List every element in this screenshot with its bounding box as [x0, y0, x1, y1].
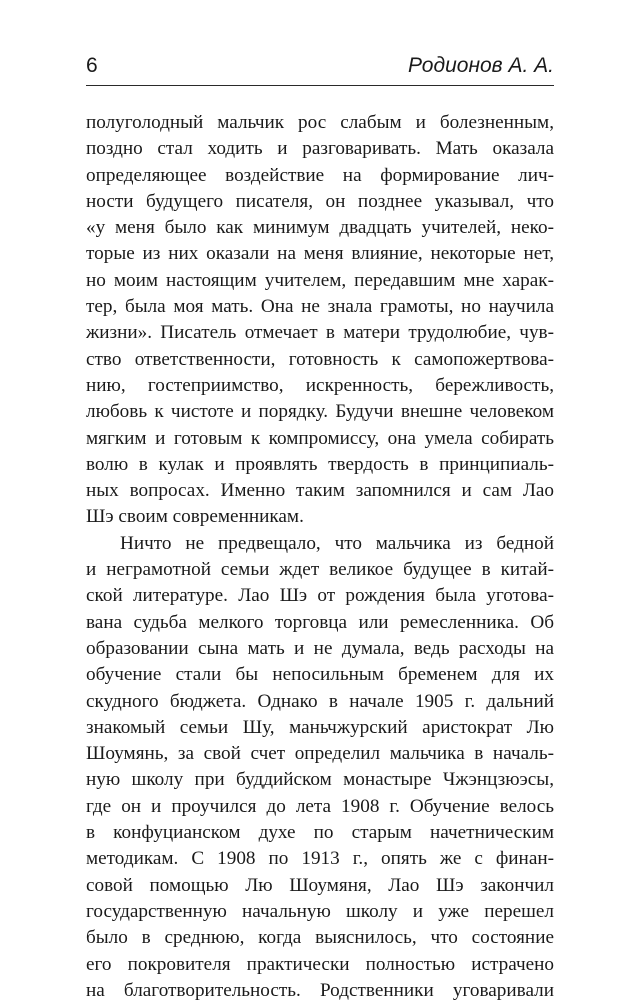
paragraph-1: [86, 110, 554, 531]
text-line: поздно стал ходить и разговаривать. Мать оказала: [86, 138, 554, 160]
text-line: Шэ своим современникам.: [86, 506, 304, 528]
text-line: на благотворительность. Родственники уговаривали: [86, 979, 554, 1001]
text-line: ской литературе. Лао Шэ от рождения была уготова-: [86, 585, 554, 607]
text-line: ство ответственности, готовность к самопожертвова-: [86, 348, 554, 370]
text-line: и неграмотной семьи ждет великое будущее в китай-: [86, 559, 554, 581]
text-line: любовь к чистоте и порядку. Будучи внешне человеком: [86, 401, 554, 423]
running-header: [86, 48, 554, 88]
text-line: Шоумянь, за свой счет определил мальчика в началь-: [86, 743, 554, 765]
text-line: методикам. С 1908 по 1913 г., опять же с финан-: [86, 848, 554, 870]
running-head-author: Родионов А. А.: [408, 54, 554, 77]
page-number: 6: [86, 54, 98, 77]
text-line: ности будущего писателя, он позднее указывал, что: [86, 190, 554, 212]
text-line: скудного бюджета. Однако в начале 1905 г. дальний: [86, 690, 554, 712]
text-line: было в среднюю, когда выяснилось, что состояние: [86, 927, 554, 949]
text-line: образовании сына мать и не думала, ведь расходы на: [86, 637, 554, 659]
text-line: знакомый семьи Шу, маньчжурский аристократ Лю: [86, 716, 554, 738]
text-line: волю в кулак и проявлять твердость в принципиаль-: [86, 453, 554, 475]
text-line: жизни». Писатель отмечает в матери трудолюбие, чув-: [86, 322, 554, 344]
text-line: нию, гостеприимство, искренность, бережливость,: [86, 374, 554, 396]
text-line: мягким и готовым к компромиссу, она умела собирать: [86, 427, 554, 449]
body-text: [86, 110, 554, 1004]
text-line: вана судьба мелкого торговца или ремесленника. Об: [86, 611, 554, 633]
text-line: государственную начальную школу и уже перешел: [86, 900, 554, 922]
text-line: где он и проучился до лета 1908 г. Обучение велось: [86, 795, 554, 817]
text-line: его покровителя практически полностью истрачено: [86, 953, 554, 975]
text-line: определяющее воздействие на формирование лич-: [86, 164, 554, 186]
text-line: полуголодный мальчик рос слабым и болезненным,: [86, 112, 554, 133]
text-line: ную школу при буддийском монастыре Чжэнцзюэсы,: [86, 769, 554, 791]
header-rule: [86, 85, 554, 86]
text-line: Ничто не предвещало, что мальчика из бедной: [120, 532, 554, 554]
text-line: но моим настоящим учителем, передавшим мне харак-: [86, 269, 554, 291]
text-line: в конфуцианском духе по старым начетническим: [86, 822, 554, 844]
paragraph-2: [86, 531, 554, 1004]
text-line: тер, была моя мать. Она не знала грамоты, но научила: [86, 296, 554, 318]
text-line: обучение стали бы непосильным бременем для их: [86, 664, 554, 686]
text-line: торые из них оказали на меня влияние, некоторые нет,: [86, 243, 554, 265]
text-line: ных вопросах. Именно таким запомнился и сам Лао: [86, 480, 554, 502]
text-line: «у меня было как минимум двадцать учителей, неко-: [86, 217, 554, 239]
text-line: совой помощью Лю Шоумяня, Лао Шэ закончил: [86, 874, 554, 896]
